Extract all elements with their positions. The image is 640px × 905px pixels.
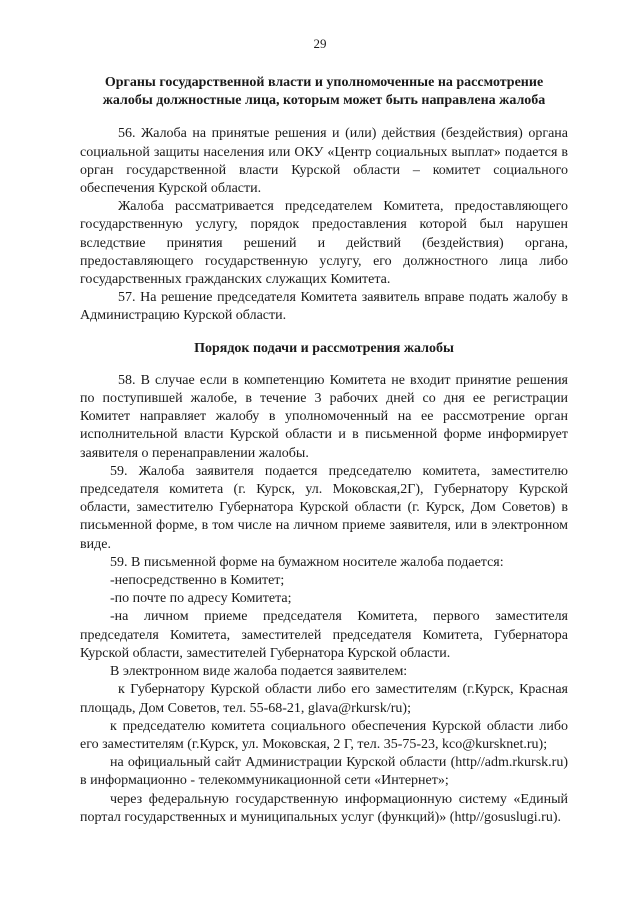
list-item-official-site: на официальный сайт Администрации Курской области (http//adm.rkursk.ru) в информационно - телекоммуникационной сети «Интернет»; xyxy=(80,755,568,789)
document-body xyxy=(80,74,568,827)
paragraph-chairman-review: Жалоба рассматривается председателем Комитета, предоставляющего государственную услугу, порядок предоставления которой был нарушен вследствие принятия решений и действий (бездействия) органа, предоставляющего государственную услугу, его должностного лица либо государственных гражданских служащих Комитета. xyxy=(80,199,568,288)
paragraph-58: 58. В случае если в компетенцию Комитета не входит принятие решения по поступившей жалобе, в течение 3 рабочих дней со дня ее регистрации Комитет направляет жалобу в уполномоченный на ее рассмотрение орган исполнительной власти Курской области и в письменной форме информирует заявителя о перенаправлении жалобы. xyxy=(80,372,568,461)
paragraph-59: 59. Жалоба заявителя подается председателю комитета, заместителю председателя комитета (г. Курск, ул. Моковская,2Г), Губернатору Курской области, заместителю Губернатора Курской области (г. Курск, Дом Советов) в письменной форме, в том числе на личном приеме заявителя, или в электронном виде. xyxy=(80,463,568,552)
section-heading-authorities: Органы государственной власти и уполномоченные на рассмотрение жалобы должностные лица, которым может быть направлена жалоба xyxy=(102,75,546,109)
page-number: 29 xyxy=(313,36,327,51)
list-item-mail: -по почте по адресу Комитета; xyxy=(110,591,292,607)
section-heading-procedure: Порядок подачи и рассмотрения жалобы xyxy=(194,340,454,356)
paragraph-electronic: В электронном виде жалоба подается заявителем: xyxy=(110,664,408,680)
paragraph-56: 56. Жалоба на принятые решения и (или) действия (бездействия) органа социальной защиты населения или ОКУ «Центр социальных выплат» подается в орган государственной власти Курской области – комитет социального обеспечения Курской области. xyxy=(80,126,568,197)
list-item-personal-reception: -на личном приеме председателя Комитета, первого заместителя председателя Комитета, заместителей председателя Комитета, Губернатора Курской области, заместителей Губернатора Курской области. xyxy=(80,609,568,661)
list-item-governor: к Губернатору Курской области либо его заместителям (г.Курск, Красная площадь, Дом Советов, тел. 55-68-21, glava@rkursk/ru); xyxy=(80,682,568,716)
list-item-federal-portal: через федеральную государственную информационную систему «Единый портал государственных и муниципальных услуг (функций)» (http//gosuslugi.ru). xyxy=(80,791,568,825)
list-item-committee-chairman: к председателю комитета социального обеспечения Курской области либо его заместителям (г.Курск, ул. Моковская, 2 Г, тел. 35-75-23, kco@kursknet.ru); xyxy=(80,718,568,752)
paragraph-57: 57. На решение председателя Комитета заявитель вправе подать жалобу в Администрацию Курской области. xyxy=(80,290,568,324)
paragraph-59-paper: 59. В письменной форме на бумажном носителе жалоба подается: xyxy=(110,554,504,570)
list-item-direct: -непосредственно в Комитет; xyxy=(110,573,285,589)
